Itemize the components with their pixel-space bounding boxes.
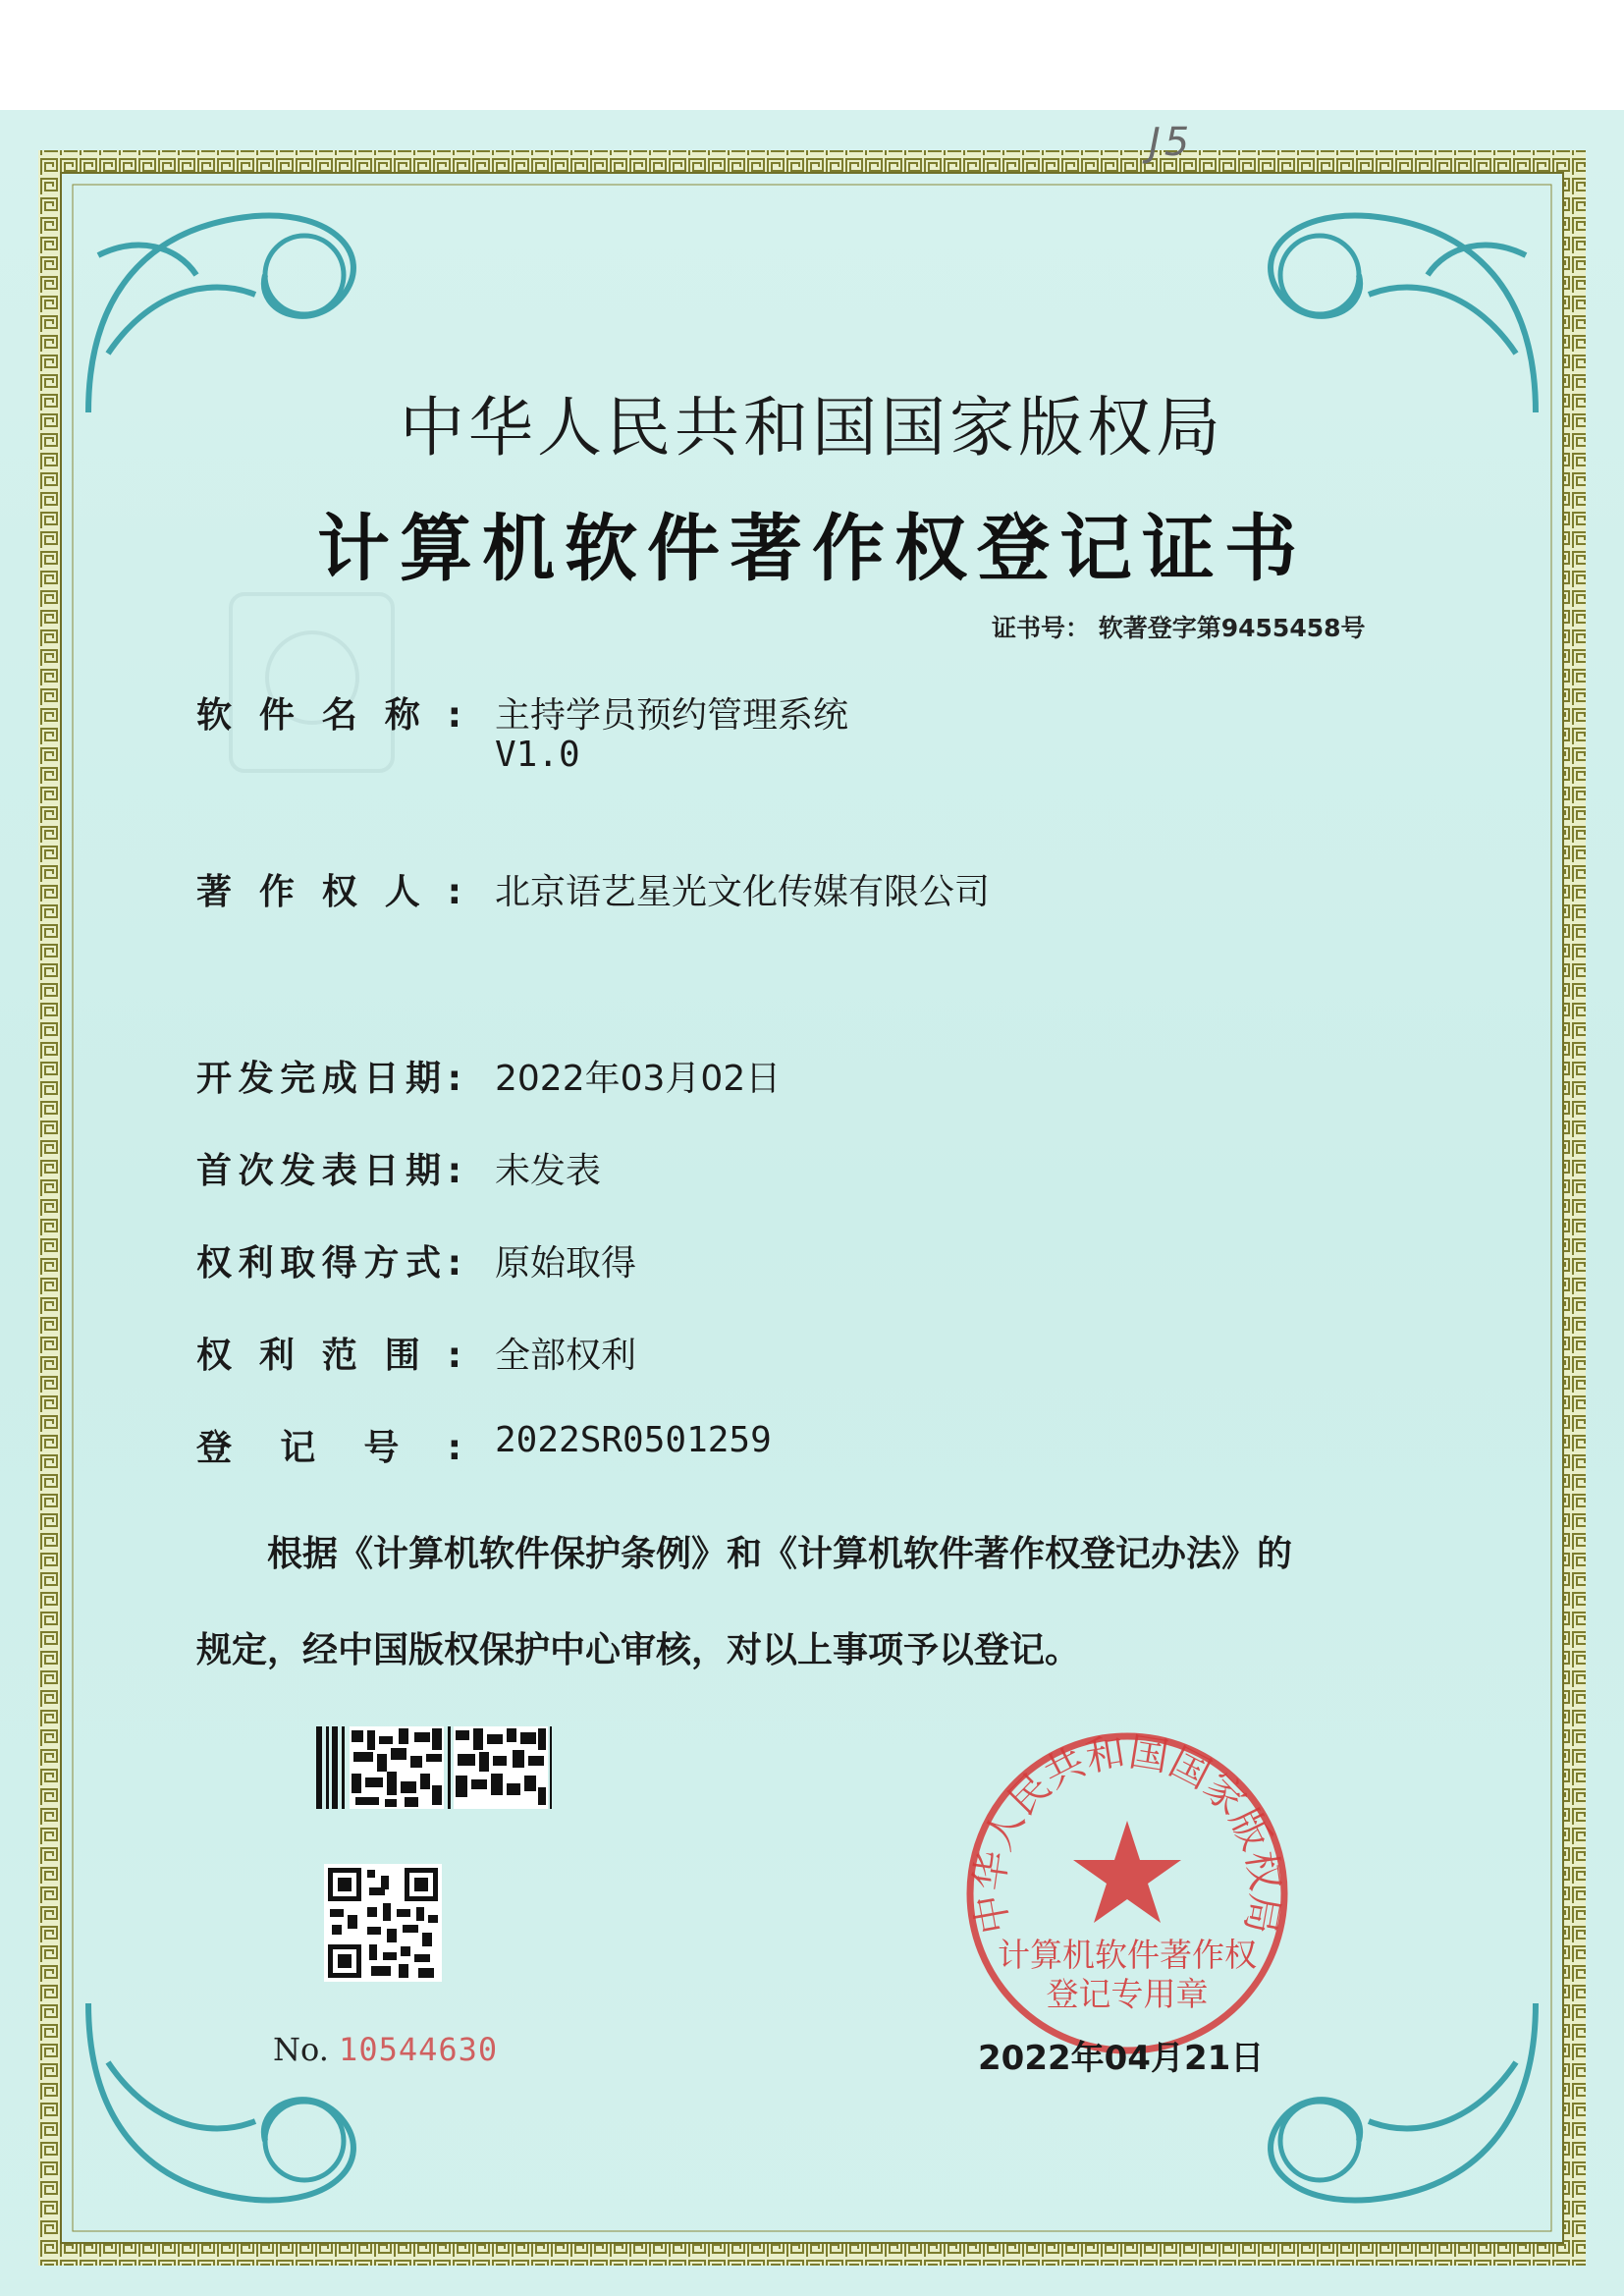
- issue-date: 2022年04月21日: [978, 2039, 1265, 2078]
- acquire-value: 原始取得: [495, 1243, 637, 1284]
- watermark-emblem: [231, 594, 393, 771]
- seal-inner-line-1: 计算机软件著作权: [998, 1936, 1257, 1974]
- acquire-label: 权利取得方式:: [196, 1243, 461, 1284]
- corner-ornament-bottom-right: [1271, 2003, 1536, 2201]
- seal-inner-line-2: 登记专用章: [1046, 1975, 1209, 2013]
- registration-number-value: 2022SR0501259: [495, 1420, 772, 1460]
- publish-date-label: 首次发表日期:: [196, 1151, 461, 1191]
- barcode: [316, 1726, 552, 1809]
- certificate-number-value: 软著登字第9455458号: [1098, 614, 1366, 642]
- serial-number: [273, 2031, 498, 2068]
- owner-label: 著作权人:: [196, 872, 461, 912]
- registration-number-label: 登记号:: [196, 1428, 461, 1468]
- serial-value: 10544630: [339, 2031, 499, 2068]
- statement-line-1: 根据《计算机软件保护条例》和《计算机软件著作权登记办法》的: [267, 1534, 1293, 1574]
- certificate-title: 计算机软件著作权登记证书: [317, 507, 1307, 591]
- dev-date-value: 2022年03月02日: [495, 1059, 782, 1099]
- scope-value: 全部权利: [495, 1336, 637, 1376]
- statement-line-2: 规定，经中国版权保护中心审核，对以上事项予以登记。: [196, 1630, 1081, 1670]
- scope-label: 权利范围:: [196, 1336, 461, 1376]
- certificate-number: [992, 609, 1366, 644]
- dev-date-label: 开发完成日期:: [196, 1059, 461, 1099]
- certificate-number-label: 证书号：: [992, 614, 1091, 642]
- publish-date-value: 未发表: [495, 1151, 602, 1191]
- owner-value: 北京语艺星光文化传媒有限公司: [495, 872, 991, 912]
- handwritten-mark: J5: [1149, 120, 1194, 165]
- official-seal: [958, 1724, 1296, 2062]
- software-version-value: V1.0: [495, 735, 580, 775]
- seal-outer-text: 中华人民共和国国家版权局: [967, 1730, 1287, 1938]
- seal-star-icon: [1073, 1821, 1181, 1923]
- serial-prefix: No.: [273, 2031, 329, 2068]
- software-name-label: 软件名称:: [196, 695, 461, 736]
- qr-code: [324, 1864, 442, 1982]
- issuing-authority: 中华人民共和国国家版权局: [400, 390, 1224, 465]
- software-name-value: 主持学员预约管理系统: [495, 695, 849, 736]
